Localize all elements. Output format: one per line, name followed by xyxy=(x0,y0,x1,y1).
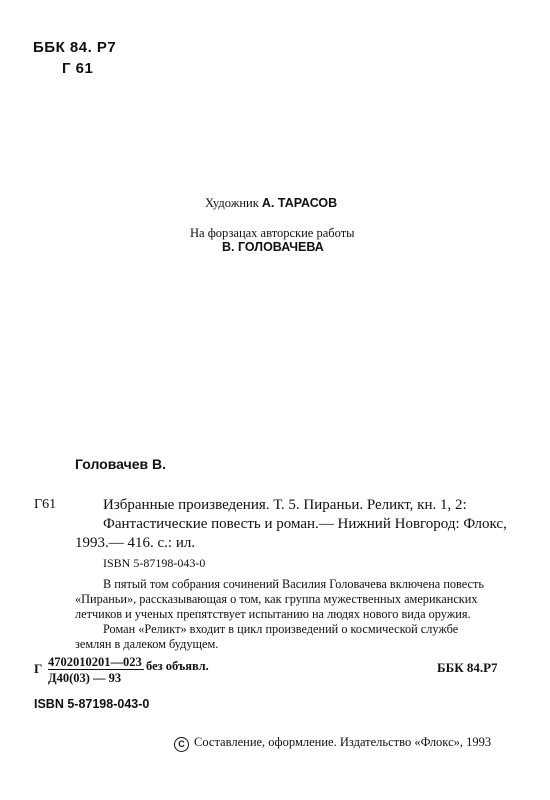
artist-credit xyxy=(205,196,337,211)
annotation-line: Роман «Реликт» входит в цикл произведений о космической службе xyxy=(103,622,459,636)
annotation-line: «Пираньи», рассказывающая о том, как группа мужественных американских xyxy=(75,592,478,606)
bbk-code-top: ББК 84. Р7 xyxy=(33,39,117,56)
isbn-bottom: ISBN 5-87198-043-0 xyxy=(34,697,150,711)
endpapers-label: На форзацах авторские работы xyxy=(190,226,355,240)
artist-name: А. ТАРАСОВ xyxy=(261,196,338,210)
bbk-code-bottom: ББК 84.Р7 xyxy=(437,660,498,675)
annotation-line: В пятый том собрания сочинений Василия Головачева включена повесть xyxy=(103,577,484,591)
fraction-rule xyxy=(48,669,144,670)
code-numerator: 4702010201—023 xyxy=(48,655,142,669)
code-letter: Г xyxy=(34,661,43,676)
endpapers-author: В. ГОЛОВАЧЕВА xyxy=(222,240,324,254)
description-line: Фантастические повесть и роман.— Нижний Новгород: Флокс, xyxy=(103,516,507,532)
copyright-icon: C xyxy=(174,737,189,752)
artist-label: Художник xyxy=(205,196,262,210)
copyright-text: Составление, оформление. Издательство «Флокс», 1993 xyxy=(194,735,492,749)
catalog-author-heading: Головачев В. xyxy=(75,456,166,472)
author-mark-top: Г 61 xyxy=(62,60,94,77)
code-denominator: Д40(03) — 93 xyxy=(48,671,122,685)
isbn-inline: ISBN 5-87198-043-0 xyxy=(103,556,206,570)
description-line: Избранные произведения. Т. 5. Пираньи. Реликт, кн. 1, 2: xyxy=(103,497,467,513)
annotation-line: землян в далеком будущем. xyxy=(75,637,219,651)
no-ad-note: без объявл. xyxy=(146,659,209,673)
description-line: 1993.— 416. с.: ил. xyxy=(75,535,196,551)
copyright-line xyxy=(174,735,491,752)
catalog-class-code: Г61 xyxy=(34,497,57,512)
annotation-line: летчиков и ученых препятствует испытанию на людях нового вида оружия. xyxy=(75,607,471,621)
